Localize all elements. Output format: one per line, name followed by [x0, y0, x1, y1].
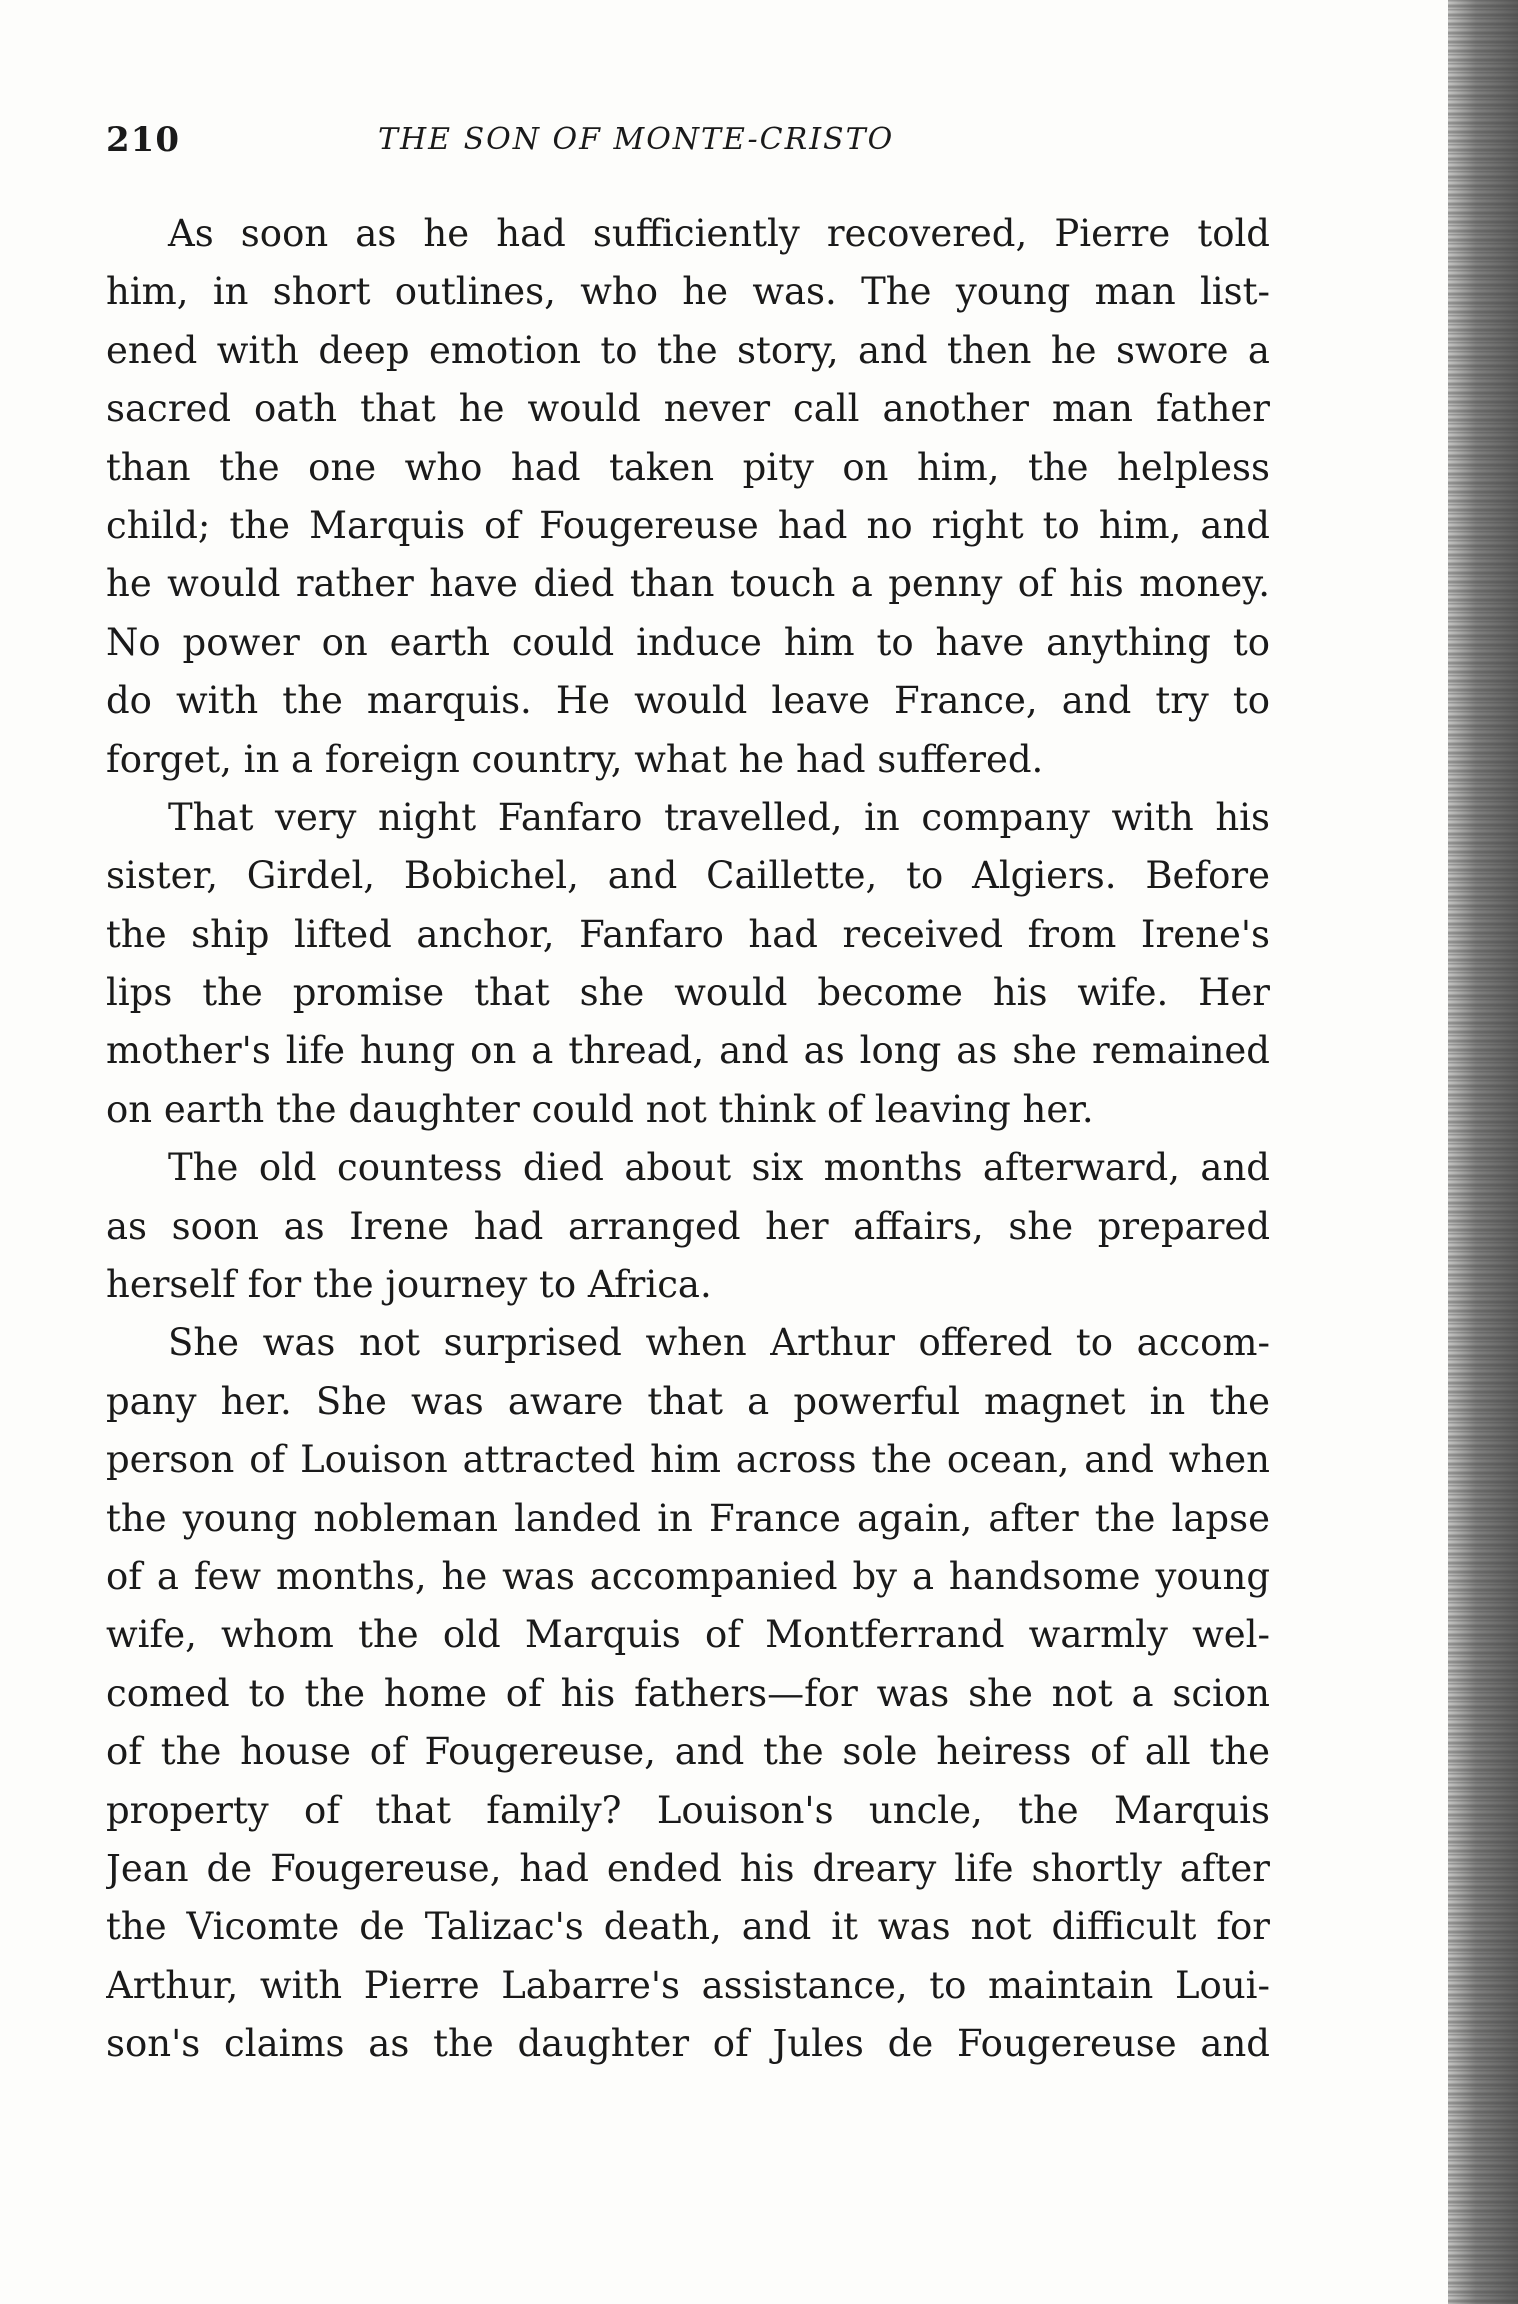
text-line: he would rather have died than touch a penny of his money.	[106, 562, 1270, 606]
text-line: Arthur, with Pierre Labarre's assistance, to maintain Loui-	[106, 1963, 1270, 2007]
text-line: do with the marquis. He would leave France, and try to	[106, 679, 1270, 723]
text-line: comed to the home of his fathers—for was she not a scion	[106, 1671, 1270, 1715]
running-head	[106, 120, 1276, 170]
text-line: pany her. She was aware that a powerful magnet in the	[106, 1379, 1270, 1423]
text-line: ened with deep emotion to the story, and then he swore a	[106, 328, 1270, 372]
text-line: as soon as Irene had arranged her affairs, she prepared	[106, 1204, 1270, 1248]
text-line: him, in short outlines, who he was. The young man list-	[106, 270, 1270, 314]
text-line: the Vicomte de Talizac's death, and it was not difficult for	[106, 1905, 1270, 1949]
text-line: person of Louison attracted him across the ocean, and when	[106, 1438, 1270, 1482]
text-line: forget, in a foreign country, what he had suffered.	[106, 737, 1044, 781]
text-line: of a few months, he was accompanied by a handsome young	[106, 1554, 1270, 1598]
text-line: the young nobleman landed in France again, after the lapse	[106, 1496, 1270, 1540]
text-line: sister, Girdel, Bobichel, and Caillette, to Algiers. Before	[106, 854, 1270, 898]
text-line: Jean de Fougereuse, had ended his dreary life shortly after	[106, 1846, 1270, 1890]
text-line: She was not surprised when Arthur offered to accom-	[168, 1321, 1270, 1365]
text-line: mother's life hung on a thread, and as long as she remained	[106, 1029, 1270, 1073]
text-line: on earth the daughter could not think of leaving her.	[106, 1087, 1094, 1131]
page-number: 210	[106, 120, 180, 160]
text-line: sacred oath that he would never call another man father	[106, 387, 1270, 431]
text-line: son's claims as the daughter of Jules de Fougereuse and	[106, 2022, 1270, 2066]
page-edge-shadow	[1448, 0, 1518, 2304]
text-line: the ship lifted anchor, Fanfaro had received from Irene's	[106, 912, 1270, 956]
text-line: No power on earth could induce him to have anything to	[106, 620, 1270, 664]
text-line: child; the Marquis of Fougereuse had no right to him, and	[106, 503, 1270, 547]
text-line: property of that family? Louison's uncle, the Marquis	[106, 1788, 1270, 1832]
text-line: The old countess died about six months afterward, and	[168, 1146, 1270, 1190]
body-text	[106, 205, 1270, 2074]
text-line: As soon as he had sufficiently recovered, Pierre told	[168, 212, 1270, 255]
text-line: lips the promise that she would become his wife. Her	[106, 971, 1270, 1015]
running-title: THE SON OF MONTE-CRISTO	[378, 122, 895, 157]
text-line: That very night Fanfaro travelled, in company with his	[168, 795, 1270, 839]
text-line: of the house of Fougereuse, and the sole heiress of all the	[106, 1730, 1270, 1774]
text-line: herself for the journey to Africa.	[106, 1263, 712, 1307]
text-line: wife, whom the old Marquis of Montferrand warmly wel-	[106, 1613, 1270, 1657]
text-line: than the one who had taken pity on him, the helpless	[106, 445, 1270, 489]
